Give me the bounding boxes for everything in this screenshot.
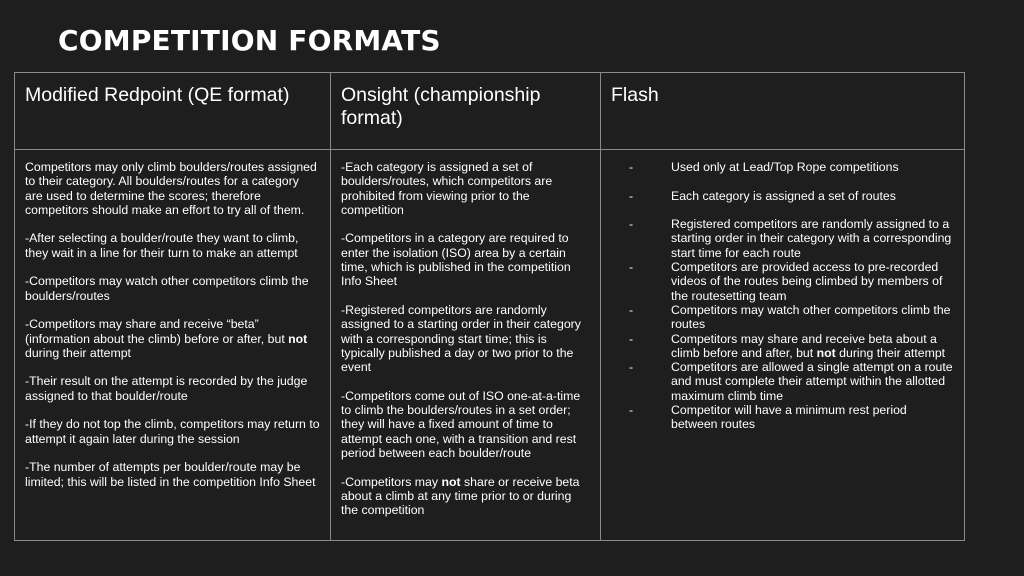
header-modified-redpoint: Modified Redpoint (QE format) xyxy=(15,73,331,150)
header-flash: Flash xyxy=(601,73,965,150)
flash-item: - Used only at Lead/Top Rope competitions xyxy=(629,160,954,174)
emphasis-not: not xyxy=(288,331,308,346)
flash-item xyxy=(629,332,954,361)
onsight-rule: -Competitors in a category are required to enter the isolation (ISO) area by a certain time, which is published in the competition Info Sheet xyxy=(341,231,571,289)
rule-text: share or receive beta about a climb at any time prior to or during the competition xyxy=(341,474,580,518)
flash-item: - Competitors are allowed a single attempt on a route and must complete their attempt within the allotted maximum climb time xyxy=(629,360,954,403)
rule-text: -Competitors may xyxy=(341,474,442,489)
flash-item: - Registered competitors are randomly assigned to a starting order in their category with a corresponding start time for each route xyxy=(629,217,954,260)
flash-item: - Competitors may watch other competitors climb the routes xyxy=(629,303,954,332)
redpoint-rule xyxy=(25,317,320,360)
cell-modified-redpoint xyxy=(15,150,331,541)
redpoint-rule: -Their result on the attempt is recorded by the judge assigned to that boulder/route xyxy=(25,374,308,403)
flash-item: - Competitor will have a minimum rest period between routes xyxy=(629,403,954,432)
table-header-row xyxy=(15,73,965,150)
rule-text: Competitors may share and receive beta about a climb before and after, but xyxy=(671,331,937,360)
redpoint-rule: Competitors may only climb boulders/routes assigned to their category. All boulders/routes for a category are used to determine the scores; therefore competitors should make an effort to try all of them. xyxy=(25,160,317,217)
cell-flash xyxy=(601,150,965,541)
redpoint-rule: -If they do not top the climb, competitors may return to attempt it again later during the session xyxy=(25,417,320,446)
redpoint-rule: -After selecting a boulder/route they want to climb, they wait in a line for their turn to make an attempt xyxy=(25,231,299,260)
onsight-rule: -Competitors come out of ISO one-at-a-time to climb the boulders/routes in a set order; they will have a fixed amount of time to attempt each one, with a transition and rest period between each boulder/route xyxy=(341,388,581,460)
emphasis-not: not xyxy=(816,345,836,360)
table-body-row xyxy=(15,150,965,541)
onsight-rule xyxy=(341,475,590,518)
flash-item: - Each category is assigned a set of routes xyxy=(629,189,954,203)
header-onsight: Onsight (championship format) xyxy=(331,73,601,150)
flash-list xyxy=(611,160,954,432)
onsight-rule: -Each category is assigned a set of boulders/routes, which competitors are prohibited from viewing prior to the competition xyxy=(341,160,553,217)
redpoint-rule: -The number of attempts per boulder/route may be limited; this will be listed in the competition Info Sheet xyxy=(25,460,316,489)
rule-text: during their attempt xyxy=(835,345,946,360)
emphasis-not: not xyxy=(441,474,461,489)
flash-item: - Competitors are provided access to pre-recorded videos of the routes being climbed by members of the routesetting team xyxy=(629,260,954,303)
rule-text: during their attempt xyxy=(25,345,131,360)
slide-title: COMPETITION FORMATS xyxy=(58,24,441,57)
onsight-rule: -Registered competitors are randomly assigned to a starting order in their category with a corresponding start time; this is typically published a day or two prior to the event xyxy=(341,302,581,375)
redpoint-rule: -Competitors may watch other competitors climb the boulders/routes xyxy=(25,274,309,303)
cell-onsight xyxy=(331,150,601,541)
rule-text: -Competitors may share and receive “beta” (information about the climb) before or after, but xyxy=(25,317,289,346)
formats-table xyxy=(14,72,965,541)
